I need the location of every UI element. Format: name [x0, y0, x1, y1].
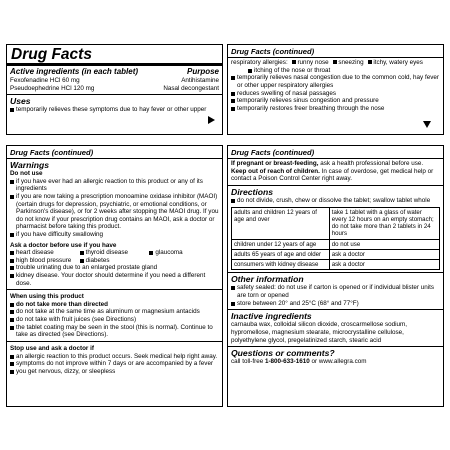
use-item [228, 74, 443, 89]
uses-text: temporarily relieves these symptoms due to hay fever or other upper [16, 106, 207, 114]
use-item [228, 105, 443, 113]
other-information-heading: Other information [231, 274, 304, 285]
panel-title: Drug Facts [11, 46, 92, 63]
when-using-item [7, 301, 222, 309]
bullet-icon [10, 355, 14, 359]
symptoms-label: respiratory allergies: [231, 59, 288, 67]
bullet-icon [10, 310, 14, 314]
bullet-icon [231, 107, 235, 111]
inactive-ingredients-text: carnauba wax, colloidal silicon dioxide, croscarmellose sodium, hypromellose, magnesium stearate, microcrystalline cellulose, polyethylene glycol, pregelatinized starch, stearic acid [231, 321, 408, 344]
other-info-item [228, 284, 443, 299]
do-not-use-heading: Do not use [10, 170, 43, 178]
pregnancy-text: ask a health professional before use. [320, 160, 424, 168]
ingredient-name: Fexofenadine HCl 60 mg [10, 77, 80, 84]
contact-prefix: call toll-free [231, 358, 264, 366]
directions-item [228, 197, 443, 205]
condition-item [10, 257, 80, 265]
other-info-item [228, 300, 443, 308]
bullet-icon [10, 274, 14, 278]
symptom: itching of the nose or throat [254, 66, 331, 74]
children-text: In case of overdose, get medical help or contact a Poison Control Center right away. [231, 167, 434, 183]
use-text: temporarily relieves sinus congestion and pressure [237, 97, 379, 105]
condition-text: heart disease [16, 249, 54, 257]
other-info-text: safety sealed: do not use if carton is opened or if individual blister units are torn or opened [237, 284, 435, 299]
directions-heading: Directions [231, 187, 274, 198]
stop-use-item [7, 368, 222, 376]
table-cell: children under 12 years of age [232, 239, 330, 249]
bullet-icon [231, 199, 235, 203]
use-text: temporarily relieves nasal congestion due to the common cold, hay fever or other upper respiratory allergies [237, 74, 439, 89]
use-text: temporarily restores freer breathing through the nose [237, 104, 385, 112]
stop-use-item [7, 360, 222, 368]
condition-item [80, 249, 150, 257]
bullet-icon [80, 251, 84, 255]
bullet-icon [231, 76, 235, 80]
condition-text: glaucoma [155, 249, 183, 257]
drug-facts-panel-3 [6, 145, 223, 407]
bullet-icon [231, 92, 235, 96]
uses-heading: Uses [10, 96, 31, 107]
table-cell: consumers with kidney disease [232, 259, 330, 269]
warning-item [7, 193, 222, 231]
arrow-right-icon [208, 116, 215, 124]
stop-use-item [7, 353, 222, 361]
when-using-text: do not take with fruit juices (see Directions) [16, 316, 137, 324]
table-cell: ask a doctor [329, 259, 439, 269]
use-text: reduces swelling of nasal passages [237, 89, 337, 97]
children-warning [228, 168, 443, 183]
other-info-text: store between 20° and 25°C (68° and 77°F) [237, 299, 359, 307]
warning-text: if you are now taking a prescription monoamine oxidase inhibitor (MAOI) (certain drugs for depression, psychiatric, or emotional conditions, or Parkinson's disease), or for 2 weeks after stopping the MAOI drug. If you do not know if your prescription drug contains an MAOI, ask a doctor or pharmacist before taking this product. [16, 192, 219, 231]
table-row [232, 259, 440, 269]
bullet-icon [10, 362, 14, 366]
table-cell: ask a doctor [329, 249, 439, 259]
bullet-icon [231, 286, 235, 290]
when-using-text: do not take more than directed [16, 300, 109, 308]
uses-item [7, 106, 222, 114]
bullet-icon [149, 251, 153, 255]
warning-item [7, 231, 222, 239]
panel-title: Drug Facts (continued) [231, 148, 315, 157]
bullet-icon [10, 108, 14, 112]
bullet-icon [10, 233, 14, 237]
conditions-grid [7, 249, 222, 264]
table-cell: take 1 tablet with a glass of water every 12 hours on an empty stomach; do not take more than 2 tablets in 24 hours [329, 207, 439, 239]
children-bold: Keep out of reach of children. [231, 167, 320, 175]
when-using-heading: When using this product [10, 293, 84, 301]
symptom: itchy, watery eyes [373, 59, 423, 67]
condition-text: thyroid disease [85, 249, 129, 257]
ingredient-name: Pseudoephedrine HCl 120 mg [10, 84, 95, 92]
bullet-icon [10, 370, 14, 374]
bullet-icon [10, 266, 14, 270]
bullet-icon [10, 303, 14, 307]
table-cell: adults 65 years of age and older [232, 249, 330, 259]
pregnancy-bold: If pregnant or breast-feeding, [231, 160, 319, 168]
bullet-icon [10, 251, 14, 255]
ingredient-row [7, 77, 222, 85]
condition-item [10, 249, 80, 257]
warning-text: if you have ever had an allergic reaction to this product or any of its ingredients [16, 177, 203, 193]
stop-use-text: an allergic reaction to this product occurs. Seek medical help right away. [16, 352, 218, 360]
panel-title: Drug Facts (continued) [10, 148, 94, 157]
phone-number[interactable]: 1-800-633-1610 [264, 358, 310, 366]
table-row [232, 249, 440, 259]
drug-facts-panel-1 [6, 44, 223, 135]
when-using-text: do not take at the same time as aluminum or magnesium antacids [16, 308, 200, 316]
table-row [232, 239, 440, 249]
drug-facts-panel-4 [227, 145, 444, 407]
bullet-icon [10, 180, 14, 184]
symptom: sneezing [338, 59, 364, 67]
ingredient-purpose: Antihistamine [181, 77, 219, 84]
use-item [228, 97, 443, 105]
condition-text: diabetes [85, 256, 110, 264]
table-cell: adults and children 12 years of age and over [232, 207, 330, 239]
condition-item [7, 272, 222, 287]
use-item [228, 90, 443, 98]
symptom: runny nose [297, 59, 329, 67]
stop-use-text: you get nervous, dizzy, or sleepless [16, 367, 116, 375]
bullet-icon [10, 326, 14, 330]
contact-suffix: or www.allegra.com [311, 358, 367, 366]
bullet-icon [231, 99, 235, 103]
drug-facts-panel-2 [227, 44, 444, 135]
bullet-icon [10, 259, 14, 263]
bullet-icon [231, 302, 235, 306]
condition-item [149, 249, 219, 257]
contact-line [228, 358, 443, 366]
bullet-icon [333, 60, 337, 64]
bullet-icon [10, 195, 14, 199]
stop-use-heading: Stop use and ask a doctor if [10, 345, 94, 353]
panel-title: Drug Facts (continued) [231, 47, 315, 56]
bullet-icon [368, 60, 372, 64]
ask-doctor-heading: Ask a doctor before use if you have [10, 241, 117, 249]
purpose-heading: Purpose [186, 67, 219, 76]
condition-text: high blood pressure [16, 256, 72, 264]
bullet-icon [10, 318, 14, 322]
when-using-item [7, 308, 222, 316]
warning-text: if you have difficulty swallowing [16, 230, 104, 238]
condition-item [7, 264, 222, 272]
when-using-text: the tablet coating may be seen in the stool (this is normal). Continue to take as directed (see Directions). [16, 323, 213, 339]
condition-item [80, 257, 150, 265]
active-ingredients-heading: Active ingredients (in each tablet) [10, 67, 139, 76]
directions-text: do not divide, crush, chew or dissolve the tablet; swallow tablet whole [237, 197, 431, 205]
table-cell: do not use [329, 239, 439, 249]
ingredient-row [7, 85, 222, 93]
bullet-icon [248, 69, 252, 73]
directions-table [231, 207, 440, 270]
when-using-item [7, 316, 222, 324]
symptom-item [228, 67, 443, 75]
table-row [232, 207, 440, 239]
stop-use-text: symptoms do not improve within 7 days or are accompanied by a fever [16, 360, 214, 368]
inactive-ingredients-heading: Inactive ingredients [231, 311, 312, 322]
pregnancy-warning [228, 159, 443, 168]
symptoms-line [228, 58, 443, 67]
warnings-heading: Warnings [10, 160, 49, 171]
bullet-icon [80, 259, 84, 263]
warning-item [7, 178, 222, 193]
bullet-icon [292, 60, 296, 64]
when-using-item [7, 324, 222, 339]
condition-text: kidney disease. Your doctor should determine if you need a different dose. [16, 271, 206, 287]
active-ingredients-header [7, 66, 222, 77]
questions-heading: Questions or comments? [231, 348, 335, 359]
condition-text: trouble urinating due to an enlarged prostate gland [16, 264, 158, 272]
arrow-down-icon [423, 121, 431, 128]
ingredient-purpose: Nasal decongestant [163, 84, 219, 92]
